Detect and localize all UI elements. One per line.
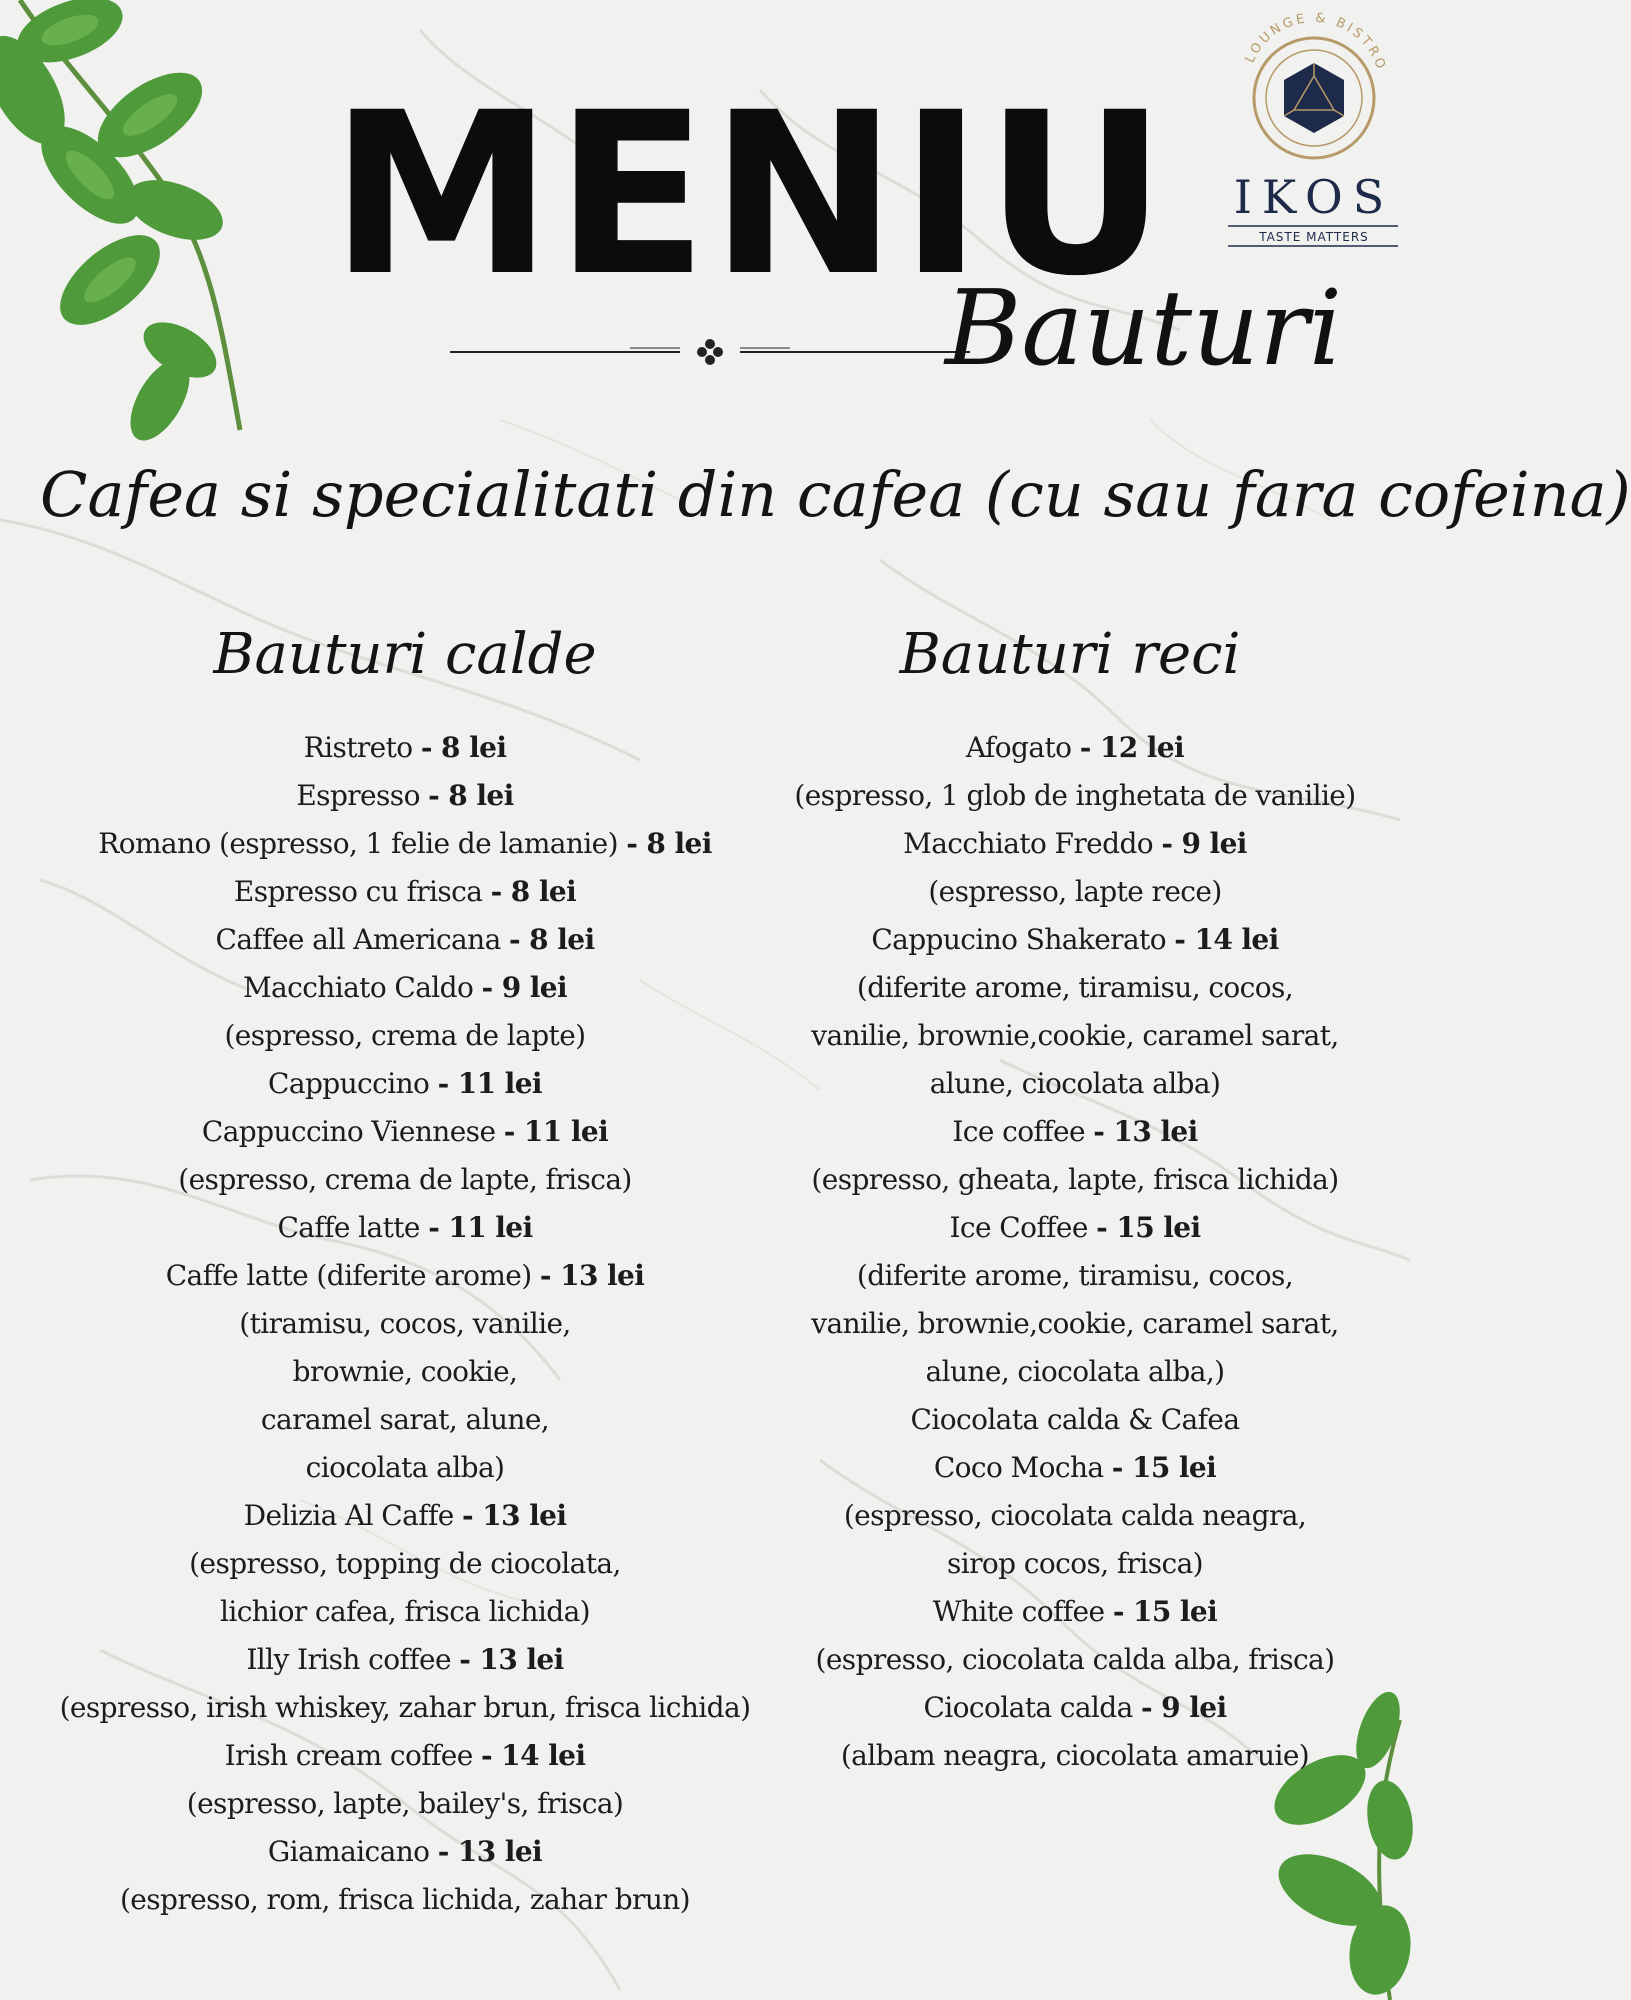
- menu-line: (espresso, 1 glob de inghetata de vanilie): [794, 779, 1356, 812]
- menu-line: Delizia Al Caffe - 13 lei: [243, 1499, 567, 1532]
- column-heading-cold: Bauturi reci: [899, 622, 1241, 687]
- logo: [1222, 8, 1404, 253]
- menu-line: Caffee all Americana - 8 lei: [215, 923, 595, 956]
- menu-line: Illy Irish coffee - 13 lei: [246, 1643, 564, 1676]
- menu-line: Macchiato Freddo - 9 lei: [903, 827, 1247, 860]
- menu-line: Espresso cu frisca - 8 lei: [233, 875, 577, 908]
- menu-line: alune, ciocolata alba,): [925, 1355, 1225, 1388]
- logo-arc-text: LOUNGE & BISTRO: [1242, 10, 1389, 74]
- menu-line: (albam neagra, ciocolata amaruie): [840, 1739, 1310, 1772]
- leaf-branch-icon: [0, 0, 260, 440]
- logo-tagline: TASTE MATTERS: [1259, 230, 1369, 244]
- menu-line: (diferite arome, tiramisu, cocos,: [856, 971, 1294, 1004]
- menu-line: ciocolata alba): [305, 1451, 505, 1484]
- menu-line: (espresso, rom, frisca lichida, zahar brun): [119, 1883, 691, 1916]
- menu-column-hot: [10, 724, 800, 1924]
- section-title: Cafea si specialitati din cafea (cu sau fara cofeina): [40, 458, 1631, 531]
- menu-line: Romano (espresso, 1 felie de lamanie) - 8 lei: [98, 827, 712, 860]
- menu-line: (espresso, crema de lapte): [224, 1019, 586, 1052]
- menu-line: (espresso, ciocolata calda alba, frisca): [815, 1643, 1335, 1676]
- menu-line: White coffee - 15 lei: [932, 1595, 1218, 1628]
- menu-line: Cappuccino - 11 lei: [268, 1067, 542, 1100]
- page-subtitle: Bauturi: [945, 267, 1343, 389]
- menu-line: Cappucino Shakerato - 14 lei: [871, 923, 1279, 956]
- menu-line: (diferite arome, tiramisu, cocos,: [856, 1259, 1294, 1292]
- menu-line: Afogato - 12 lei: [965, 731, 1185, 764]
- menu-line: (espresso, crema de lapte, frisca): [178, 1163, 632, 1196]
- menu-line: lichior cafea, frisca lichida): [220, 1595, 590, 1628]
- menu-line: Caffe latte (diferite arome) - 13 lei: [165, 1259, 645, 1292]
- menu-line: alune, ciocolata alba): [929, 1067, 1221, 1100]
- menu-line: Coco Mocha - 15 lei: [933, 1451, 1217, 1484]
- menu-line: (espresso, lapte, bailey's, frisca): [186, 1787, 624, 1820]
- menu-line: Ice Coffee - 15 lei: [949, 1211, 1201, 1244]
- page-title: MENIU: [330, 64, 1169, 325]
- logo-name: IKOS: [1233, 170, 1395, 224]
- fleur-divider-icon: [450, 332, 970, 372]
- menu-column-cold: [760, 724, 1390, 1780]
- menu-line: Macchiato Caldo - 9 lei: [242, 971, 568, 1004]
- menu-line: vanilie, brownie,cookie, caramel sarat,: [811, 1019, 1339, 1052]
- menu-line: Ristreto - 8 lei: [303, 731, 507, 764]
- menu-line: Espresso - 8 lei: [296, 779, 514, 812]
- menu-line: Cappuccino Viennese - 11 lei: [201, 1115, 609, 1148]
- menu-line: Irish cream coffee - 14 lei: [224, 1739, 586, 1772]
- menu-line: vanilie, brownie,cookie, caramel sarat,: [811, 1307, 1339, 1340]
- column-heading-hot: Bauturi calde: [213, 622, 597, 687]
- menu-line: (espresso, irish whiskey, zahar brun, frisca lichida): [59, 1691, 751, 1724]
- menu-line: sirop cocos, frisca): [946, 1547, 1203, 1580]
- menu-line: (espresso, topping de ciocolata,: [189, 1547, 621, 1580]
- menu-line: (espresso, lapte rece): [928, 875, 1222, 908]
- menu-line: Giamaicano - 13 lei: [267, 1835, 543, 1868]
- menu-line: brownie, cookie,: [292, 1355, 518, 1388]
- menu-line: Ciocolata calda - 9 lei: [923, 1691, 1227, 1724]
- menu-line: Caffe latte - 11 lei: [277, 1211, 533, 1244]
- icosahedron-icon: [1284, 63, 1344, 133]
- menu-line: (tiramisu, cocos, vanilie,: [239, 1307, 571, 1340]
- menu-line: Ice coffee - 13 lei: [952, 1115, 1198, 1148]
- menu-line: (espresso, ciocolata calda neagra,: [843, 1499, 1307, 1532]
- menu-line: (espresso, gheata, lapte, frisca lichida): [811, 1163, 1339, 1196]
- menu-line: caramel sarat, alune,: [260, 1403, 550, 1436]
- menu-line: Ciocolata calda & Cafea: [910, 1403, 1240, 1436]
